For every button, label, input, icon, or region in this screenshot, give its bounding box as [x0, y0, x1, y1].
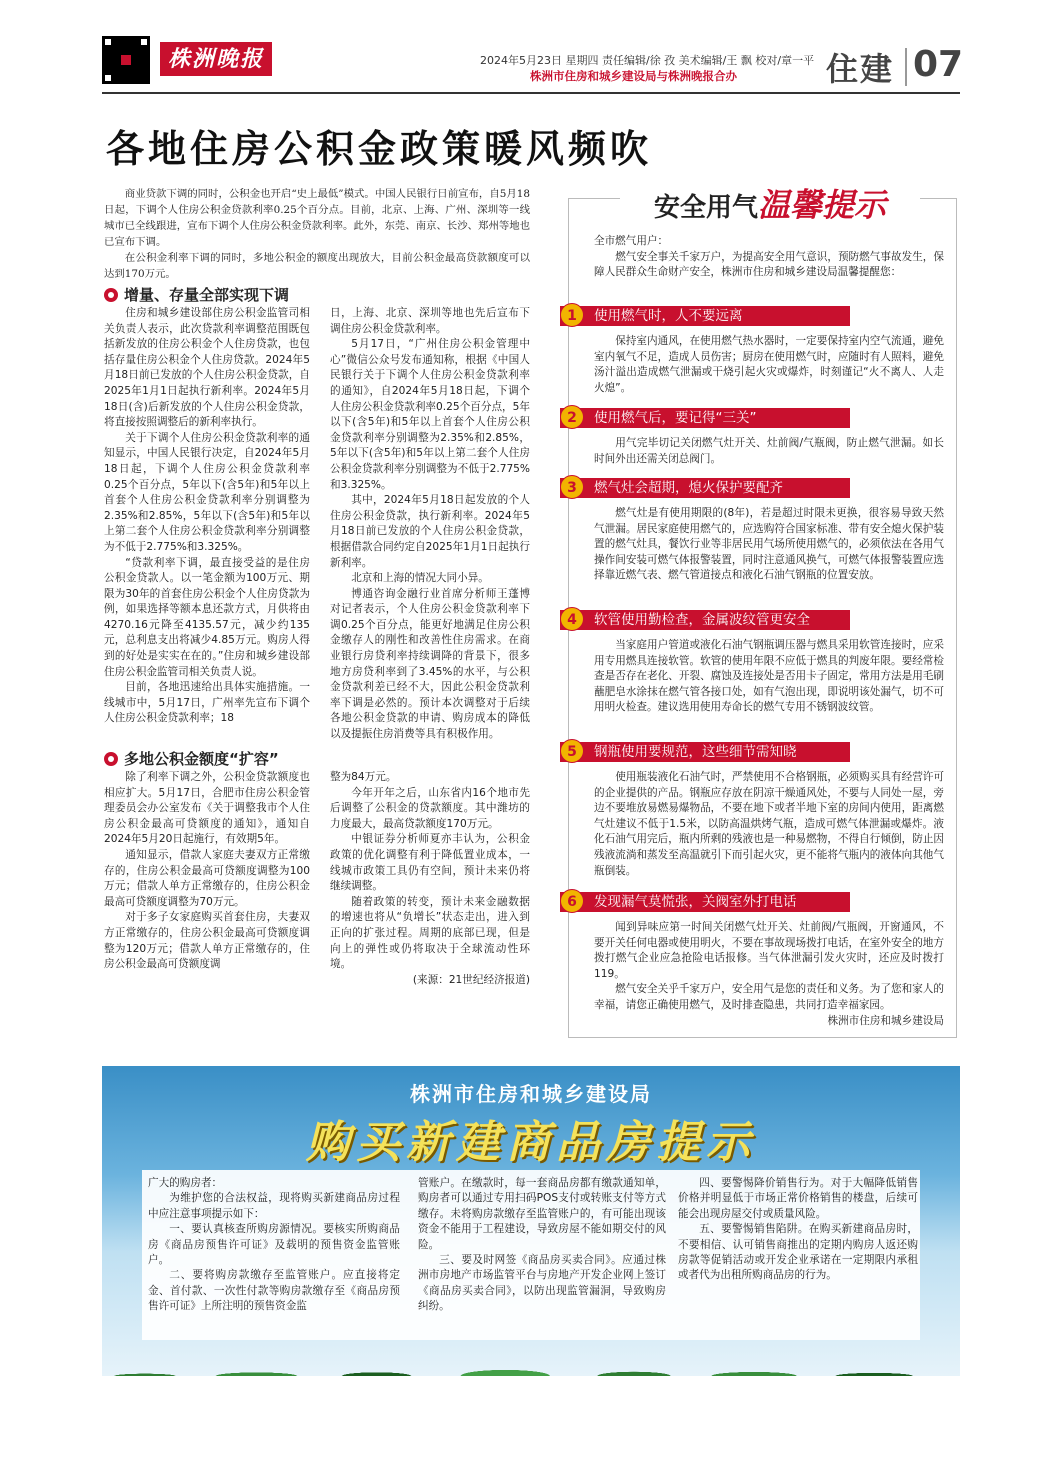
tip-text: 保持室内通风，在使用燃气热水器时，一定要保持室内空气流通，避免室内氧气不足，造成人员伤害；厨房在使用燃气时，应随时有人照料，避免汤汁溢出造成燃气泄漏或干烧引起火灾或爆炸，时刻谨记“火不离人、人走火熄”。 — [594, 335, 944, 394]
tip-text: 用气完毕切记关闭燃气灶开关、灶前阀/气瓶阀，防止燃气泄漏。如长时间外出还需关闭总阀门。 — [594, 437, 944, 465]
tip-heading: 2 使用燃气后，要记得“三关” — [560, 408, 850, 428]
header-divider — [905, 48, 907, 86]
bullet-ring-icon — [104, 752, 118, 766]
article-source: (来源：21世纪经济报道) — [412, 973, 530, 986]
section-name: 住建 — [826, 50, 895, 88]
notice-column: 管账户。在缴款时，每一套商品房都有缴款通知单，购房者可以通过专用扫码POS支付或转账支付等方式缴存。未将购房款缴存至监管账户的，有可能出现该资金不能用于工程建设，导致房屋不能如期交付的风险。 三、要及时网签《商品房买卖合同》。应通过株洲市房地产市场监管平台与房地产开发企业网上签订《商品房买卖合同》，以防出现监管漏洞，导致购房纠纷。 — [418, 1177, 666, 1313]
bullet-ring-icon — [104, 288, 118, 302]
safety-box-title: 安全用气温馨提示 — [620, 180, 920, 222]
newspaper-logo: 株洲晚报 — [160, 42, 272, 76]
lead-paragraph: 在公积金利率下调的同时，多地公积金的额度出现放大，目前公积金最高贷款额度可以达到170万元。 — [104, 252, 530, 280]
page-number: 07 — [913, 44, 964, 85]
tip-text: 燃气灶是有使用期限的(8年)，若是超过时限未更换，很容易导致天然气泄漏。居民家庭使用燃气的，应选购符合国家标准、带有安全熄火保护装置的燃气灶具，餐饮行业等非居民用气场所使用燃气的，必须依法在各用气操作间安装可燃气体报警装置，同时注意通风换气，可燃气体报警装置应选择靠近燃气表、燃气管道接点和液化石油气钢瓶的位置安放。 — [594, 507, 944, 582]
article-column: 住房和城乡建设部住房公积金监管司相关负责人表示，此次贷款利率调整范围既包括新发放的住房公积金个人住房贷款，也包括存量住房公积金个人住房贷款。2024年5月18日前已发放的个人住房公积金贷款，自2025年1月1日起执行新利率。2024年5月18日(含)后新发放的个人住房公积金贷款，将直接按照调整后的新利率执行。 关于下调个人住房公积金贷款利率的通知显示，中国人民银行决定，自2024年5月18日起，下调个人住房公积金贷款利率0.25个百分点，5年以下(含5年)和5年以上首套个人住房公积金贷款利率分别调整为2.35%和2.85%，5年以下(含5年)和5年以上第二套个人住房公积金贷款利率分别调整为不低于2.775%和3.325%。 “贷款利率下调，最直接受益的是住房公积金贷款人。以一笔金额为100万元、期限为30年的首套住房公积金个人住房贷款为例，如果选择等额本息还款方式，月供将由4270.16元降至4135.57元，减少约135元，总利息支出将减少4.85万元。购房人得到的好处是实实在在的。”住房和城乡建设部住房公积金监管司相关负责人说。 目前，各地迅速给出具体实施措施。一线城市中，5月17日，广州率先宣布下调个人住房公积金贷款利率；18 — [104, 307, 310, 725]
article-column: 日，上海、北京、深圳等地也先后宣布下调住房公积金贷款利率。 5月17日，“广州住房公积金管理中心”微信公众号发布通知称，根据《中国人民银行关于下调个人住房公积金贷款利率的通知》，自2024年5月18日起，下调个人住房公积金贷款利率0.25个百分点，5年以下(含5年)和5年以上首套个人住房公积金贷款利率分别调整为2.35%和2.85%，5年以下(含5年)和5年以上第二套个人住房公积金贷款利率分别调整为不低于2.775%和3.325%。 其中，2024年5月18日起发放的个人住房公积金贷款，执行新利率。2024年5月18日前已发放的个人住房公积金贷款，根据借款合同约定自2025年1月1日起执行新利率。 北京和上海的情况大同小异。 博通咨询金融行业首席分析师王蓬博对记者表示，个人住房公积金贷款利率下调0.25个百分点，能更好地满足住房公积金缴存人的刚性和改善性住房需求。在商业银行房贷利率持续调降的背景下，很多地方房贷利率到了3.45%的水平，与公积金贷款利差已经不大，因此公积金贷款利率下调是必然的。预计本次调整对于后续各地公积金贷款的申请、购房成本的降低以及提振住房消费等具有积极作用。 — [330, 307, 530, 741]
banner-subtitle: 株洲市住房和城乡建设局 — [410, 1082, 652, 1106]
tree-line-decoration — [102, 1314, 960, 1376]
tip-heading: 3 燃气灶会超期，熄火保护要配齐 — [560, 478, 850, 498]
notice-column: 广大的购房者： 为维护您的合法权益，现将购买新建商品房过程中应注意事项提示如下： 一、要认真核查所购房源情况。要核实所购商品房《商品房预售许可证》及载明的预售资金监管账户。 二、要将购房款缴存至监管账户。应直接将定金、首付款、一次性付款等购房款缴存至《商品房预售许可证》上所注明的预售资金监 — [148, 1177, 400, 1313]
section-heading: 增量、存量全部实现下调 — [104, 284, 289, 305]
tip-heading: 1 使用燃气时，人不要远离 — [560, 306, 850, 326]
section-heading: 多地公积金额度“扩容” — [104, 748, 279, 769]
co-organizer: 株洲市住房和城乡建设局与株洲晚报合办 — [530, 69, 737, 83]
article-lead — [104, 186, 530, 282]
lead-paragraph: 商业贷款下调的同时，公积金也开启“史上最低”模式。中国人民银行日前宣布，自5月18日起，下调个人住房公积金贷款利率0.25个百分点。目前，北京、上海、广州、深圳等一线城市已全线跟进，宣布下调个人住房公积金贷款利率。此外，东莞、南京、长沙、郑州等地也已宣布下调。 — [104, 188, 531, 248]
safety-intro: 全市燃气用户： 燃气安全事关千家万户，为提高安全用气意识，预防燃气事故发生，保障人民群众生命财产安全，株洲市住房和城乡建设局温馨提醒您： — [594, 235, 944, 279]
tip-text: 闻到异味应第一时间关闭燃气灶开关、灶前阀/气瓶阀，开窗通风，不要开关任何电器或使用明火，不要在事故现场拨打电话，在室外安全的地方拨打燃气企业应急抢险电话报修。当气体泄漏引发火灾时，还应及时拨打119。 燃气安全关乎千家万户，安全用气是您的责任和义务。为了您和家人的幸福，请您正确使用燃气，及时排查隐患，共同打造幸福家园。 株洲市住房和城乡建设局 — [594, 920, 944, 1029]
notice-column: 四、要警惕降价销售行为。对于大幅降低销售价格并明显低于市场正常价格销售的楼盘，后续可能会出现房屋交付或质量风险。 五、要警惕销售陷阱。在购买新建商品房时，不要相信、认可销售商推出的定期内购房人返还购房款等促销活动或开发企业承诺在一定期限内承租或者代为出租所购商品房的行为。 — [678, 1177, 918, 1282]
header-rule — [102, 92, 960, 94]
banner-title: 购买新建商品房提示 — [306, 1117, 756, 1168]
article-column: 整为84万元。 今年开年之后，山东省内16个地市先后调整了公积金的贷款额度。其中潍坊的力度最大，最高贷款额度170万元。 中银证券分析师夏亦丰认为，公积金政策的优化调整有利于降低置业成本，一线城市政策工具仍有空间，预计未来仍将继续调整。 随着政策的转变，预计未来金融数据的增速也将从“负增长”状态走出，进入到正向的扩张过程。周期的底部已现，但是向上的弹性或仍将取决于全球流动性环境。 (来源：21世纪经济报道) — [330, 770, 530, 988]
qr-code — [102, 36, 150, 84]
page-headline: 各地住房公积金政策暖风频吹 — [106, 127, 653, 171]
safety-signature: 株洲市住房和城乡建设局 — [827, 1014, 944, 1027]
tip-text: 使用瓶装液化石油气时，严禁使用不合格钢瓶，必须购买具有经营许可的企业提供的产品。钢瓶应存放在阴凉干燥通风处，不要与人同处一屋，旁边不要堆放易燃易爆物品，不要在地下或者半地下室的房间内使用，距离燃气灶建议不低于1.5米，以防高温烘烤气瓶，造成可燃气体泄漏或爆炸。液化石油气用完后，瓶内所剩的残液也是一种易燃物，不得自行倾倒，防止因残液流淌和蒸发至高温就引下而引起火灾，更不能将气瓶内的液体向其他气瓶倒装。 — [594, 771, 944, 877]
tip-heading: 4 软管使用勤检查，金属波纹管更安全 — [560, 610, 850, 630]
article-column: 除了利率下调之外，公积金贷款额度也相应扩大。5月17日，合肥市住房公积金管理委员会办公室发布《关于调整我市个人住房公积金最高可贷额度的通知》，通知自2024年5月20日起施行，有效期5年。 通知显示，借款人家庭夫妻双方正常缴存的，住房公积金最高可贷额度调整为100万元；借款人单方正常缴存的，住房公积金最高可贷额度调整为70万元。 对于多子女家庭购买首套住房，夫妻双方正常缴存的，住房公积金最高可贷额度调整为120万元；借款人单方正常缴存的，住房公积金最高可贷额度调 — [104, 771, 310, 971]
tip-heading: 5 钢瓶使用要规范，这些细节需知晓 — [560, 742, 850, 762]
issue-meta: 2024年5月23日 星期四 责任编辑/徐 孜 美术编辑/王 飘 校对/章一平 — [480, 54, 815, 67]
tip-heading: 6 发现漏气莫慌张，关阀室外打电话 — [560, 892, 850, 912]
tip-text: 当家庭用户管道或液化石油气钢瓶调压器与燃具采用软管连接时，应采用专用燃具连接软管。软管的使用年限不应低于燃具的判废年限。要经常检查是否存在老化、开裂、腐蚀及连接处是否用卡子固定，常用方法是用毛刷蘸肥皂水涂抹在燃气管各接口处，如有气泡出现，即说明该处漏气，切不可用明火检查。建议选用使用寿命长的燃气专用不锈钢波纹管。 — [594, 639, 944, 714]
